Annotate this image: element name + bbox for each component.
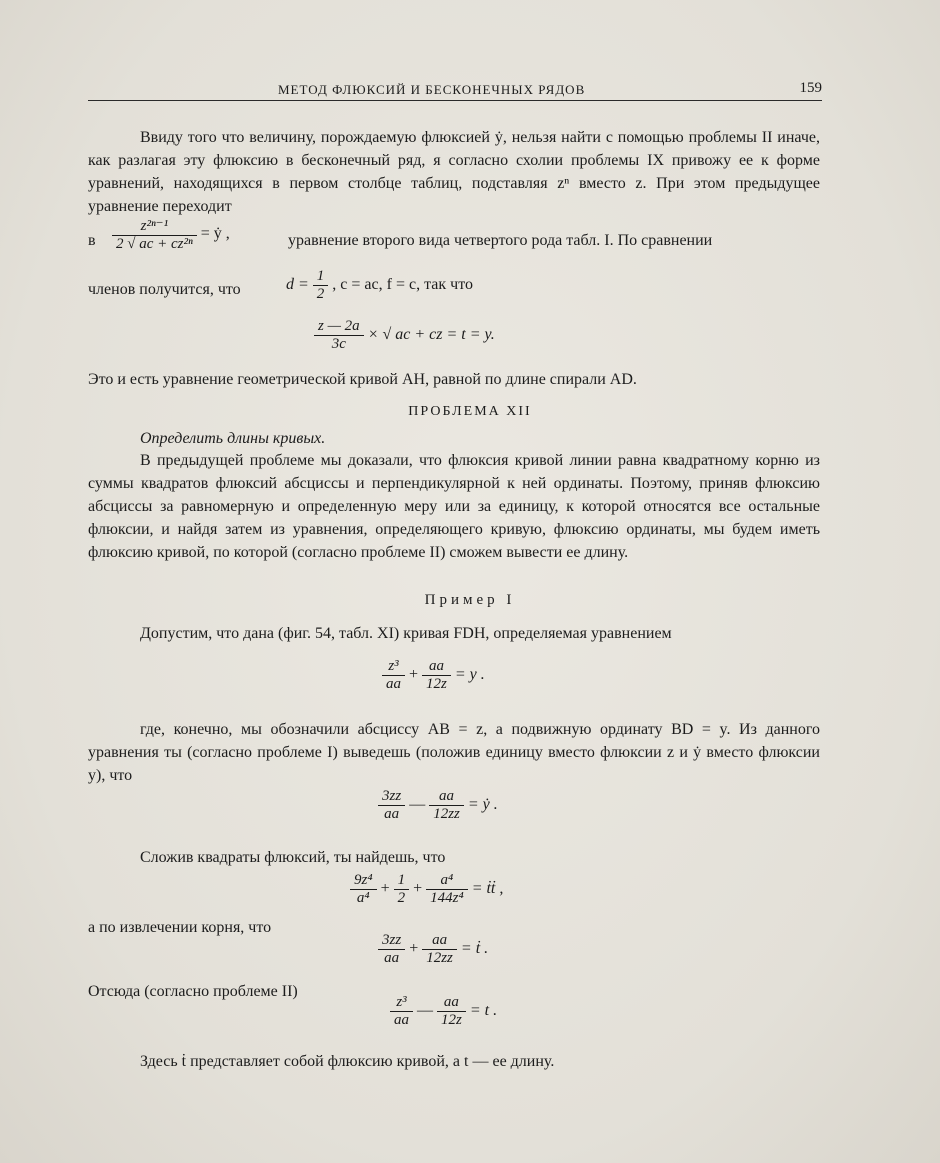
eq7-num-2: aa: [422, 932, 457, 950]
paragraph-2: Это и есть уравнение геометрической кривой AH, равной по длине спирали AD.: [88, 371, 637, 388]
eq6-den-1: a⁴: [356, 890, 370, 906]
eq8-op: —: [417, 1002, 433, 1020]
equation-2-lhs: d =: [286, 276, 309, 294]
equation-3-fraction: [314, 318, 364, 353]
eq6-num-3: a⁴: [426, 872, 468, 890]
eq4-frac-1: [382, 658, 405, 693]
eq8-frac-1: [390, 994, 413, 1029]
eq7-frac-1: [378, 932, 405, 967]
equation-3-numerator: z — 2a: [314, 318, 364, 336]
eq6-num-2: 1: [394, 872, 410, 890]
equation-1-numerator: z²ⁿ⁻¹: [112, 216, 197, 236]
problem-title: ПРОБЛЕМА XII: [408, 404, 532, 419]
eq5-frac-1: [378, 788, 405, 823]
eq8-num-2: aa: [437, 994, 466, 1012]
equation-2-text: членов получится, что: [88, 281, 241, 298]
equation-6: [350, 872, 503, 907]
eq4-den-1: aa: [386, 676, 401, 692]
paragraph-5: где, конечно, мы обозначили абсциссу AB = z, а подвижную ординату BD = y. Из данного уравнения ты (согласно проблеме I) выведешь (положив единицу вместо флюксии z и ẏ вместо флюксии y), что: [88, 721, 820, 784]
eq6-den-2: 2: [397, 890, 406, 906]
example-title: Пример I: [424, 592, 516, 608]
equation-1-rhs: = ẏ ,: [200, 225, 230, 243]
equation-8: [390, 994, 497, 1029]
eq8-den-2: 12z: [441, 1012, 462, 1028]
equation-1-text: уравнение второго вида четвертого рода табл. I. По сравнении: [288, 232, 713, 249]
eq4-num-1: z³: [382, 658, 405, 676]
paragraph-6: Сложив квадраты флюксий, ты найдешь, что: [140, 849, 446, 866]
paragraph-9: Здесь ṫ представляет собой флюксию кривой, а t — ее длину.: [140, 1053, 555, 1070]
eq7-rhs: = ṫ .: [460, 940, 489, 958]
equation-1-fraction: [112, 216, 197, 253]
eq5-frac-2: [429, 788, 464, 823]
equation-2-numerator: 1: [313, 268, 329, 286]
paragraph-4: Допустим, что дана (фиг. 54, табл. XI) кривая FDH, определяемая уравнением: [140, 625, 672, 642]
eq7-den-2: 12zz: [426, 950, 453, 966]
eq7-op: +: [409, 940, 419, 958]
paragraph-7: а по извлечении корня, что: [88, 919, 272, 936]
running-header: [88, 76, 822, 101]
eq6-op-2: +: [413, 880, 423, 898]
equation-2-rest: , c = ac, f = c, так что: [332, 276, 473, 294]
eq5-num-1: 3zz: [378, 788, 405, 806]
eq6-rhs: = ṫṫ ,: [471, 880, 504, 898]
eq5-num-2: aa: [429, 788, 464, 806]
eq6-den-3: 144z⁴: [430, 890, 464, 906]
eq7-frac-2: [422, 932, 457, 967]
equation-5: [378, 788, 498, 823]
problem-subtitle: Определить длины кривых.: [140, 430, 326, 447]
eq4-den-2: 12z: [426, 676, 447, 692]
eq8-frac-2: [437, 994, 466, 1029]
equation-1: [112, 216, 230, 253]
eq5-den-1: aa: [384, 806, 400, 822]
eq8-den-1: aa: [394, 1012, 409, 1028]
eq7-num-1: 3zz: [378, 932, 405, 950]
eq5-op: —: [409, 796, 426, 814]
equation-3-denominator: 3c: [331, 336, 346, 352]
eq4-frac-2: [422, 658, 451, 693]
eq6-op-1: +: [380, 880, 390, 898]
eq6-num-1: 9z⁴: [350, 872, 377, 890]
equation-2-fraction: [313, 268, 329, 303]
page-number: 159: [799, 80, 822, 96]
eq6-frac-3: [426, 872, 468, 907]
eq5-rhs: = ẏ .: [467, 796, 498, 814]
eq4-rhs: = y .: [454, 666, 485, 684]
equation-1-prefix: в: [88, 232, 96, 249]
equation-4: [382, 658, 485, 693]
eq6-frac-1: [350, 872, 377, 907]
eq4-num-2: aa: [422, 658, 451, 676]
paragraph-8: Отсюда (согласно проблеме II): [88, 983, 298, 1000]
paragraph-1: Ввиду того что величину, порождаемую флюксией ẏ, нельзя найти с помощью проблемы II иначе, как разлагая эту флюксию в бесконечный ряд, я согласно схолии проблемы IX привожу ее к форме уравнений, находящихся в первом столбце таблиц, подставляя zⁿ вместо z. При этом предыдущее уравнение переходит: [88, 129, 820, 215]
paragraph-3: В предыдущей проблеме мы доказали, что флюксия кривой линии равна квадратному корню из суммы квадратов флюксий абсциссы и перпендикулярной к ней ординаты. Поэтому, приняв флюксию абсциссы за равномерную и определенную меру или за единицу, к которой относятся все остальные флюксии, и найдя затем из уравнения, определяющего кривую, флюксию ординаты, мы будем иметь флюксию кривой, по которой (согласно проблеме II) сможем вывести ее длину.: [88, 452, 820, 561]
equation-7: [378, 932, 488, 967]
eq5-den-2: 12zz: [433, 806, 460, 822]
equation-3: [314, 318, 495, 353]
equation-3-rest: × √ ac + cz = t = y.: [367, 326, 495, 344]
equation-2: [286, 268, 473, 303]
equation-2-denominator: 2: [316, 286, 325, 302]
eq6-frac-2: [394, 872, 410, 907]
eq7-den-1: aa: [384, 950, 400, 966]
eq4-op: +: [409, 666, 419, 684]
eq8-num-1: z³: [390, 994, 413, 1012]
equation-1-denominator: 2 √ ac + cz²ⁿ: [116, 236, 193, 252]
running-title: МЕТОД ФЛЮКСИЙ И БЕСКОНЕЧНЫХ РЯДОВ: [278, 82, 586, 97]
eq8-rhs: = t .: [469, 1002, 498, 1020]
